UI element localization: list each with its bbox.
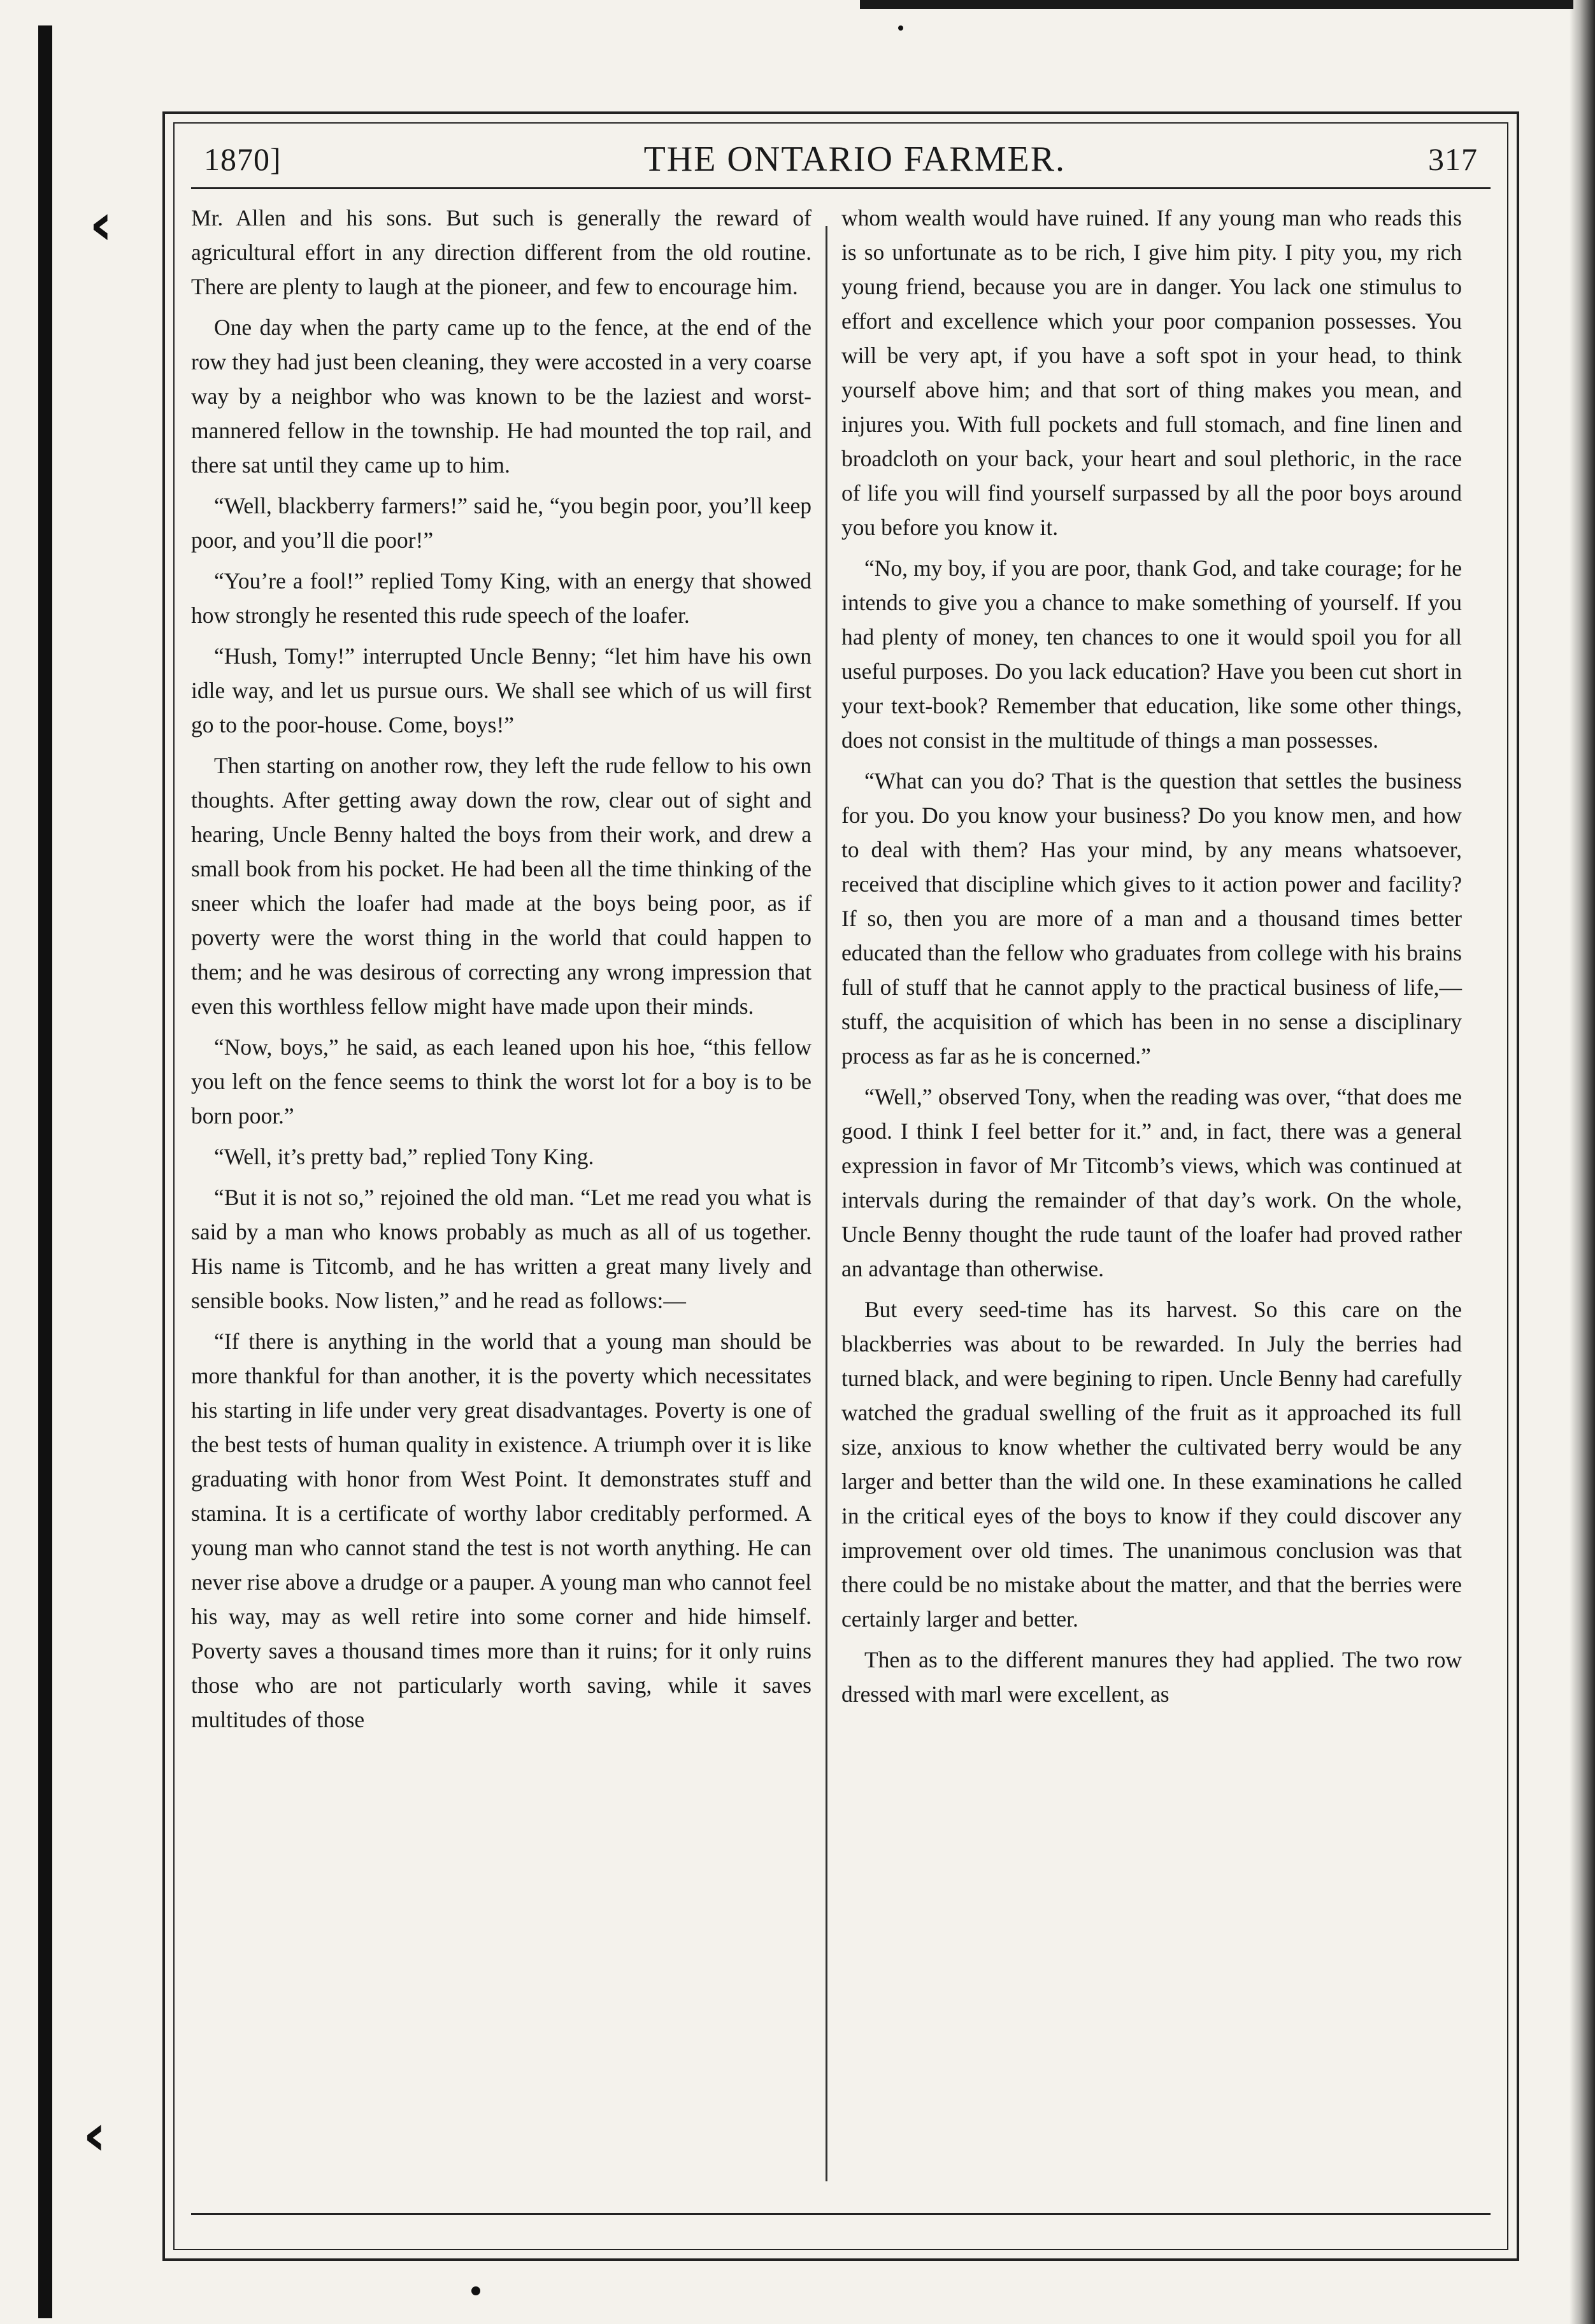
paragraph: Then as to the different manures they had applied. The two row dressed with marl were excellent, as xyxy=(841,1647,1462,1707)
paragraph: “Hush, Tomy!” interrupted Uncle Benny; “let him have his own idle way, and let us pursue ours. We shall see which of us will first go to the poor-house. Come, boys!” xyxy=(191,643,812,738)
header-year: 1870] xyxy=(204,141,282,177)
left-column xyxy=(191,201,826,2207)
paragraph: Then starting on another row, they left the rude fellow to his own thoughts. After getting away down the row, clear out of sight and hearing, Uncle Benny halted the boys from their work, and drew a small book from his pocket. He had been all the time thinking of the sneer which the loafer had made at the boys being poor, as if poverty were the worst thing in the world that could happen to them; and he was desirous of correcting any wrong impression that even this worthless fellow might have made upon their minds. xyxy=(191,753,812,1019)
paragraph: “You’re a fool!” replied Tomy King, with an energy that showed how strongly he resented this rude speech of the loafer. xyxy=(191,568,812,628)
scan-right-edge xyxy=(1570,0,1595,2324)
article-columns xyxy=(191,201,1491,2207)
paragraph: But every seed-time has its harvest. So this care on the blackberries was about to be rewarded. In July the berries had turned black, and were begining to ripen. Uncle Benny had carefully watched the gradual swelling of the fruit as it approached its full size, anxious to know whether the cultivated berry would be any larger and better than the wild one. In these examinations he called in the critical eyes of the boys to know if they could discover any improvement over old times. The unanimous conclusion was that there could be no mistake about the matter, and that the berries were certainly larger and better. xyxy=(841,1297,1462,1632)
page-header xyxy=(191,131,1491,189)
publication-title: THE ONTARIO FARMER. xyxy=(643,139,1066,179)
paragraph: whom wealth would have ruined. If any young man who reads this is so unfortunate as to be rich, I give him pity. I pity you, my rich young friend, because you are in danger. You lack one stimulus to effort and excellence which your poor companion possesses. You will be very apt, if you have a soft spot in your head, to think yourself above him; and that sort of thing makes you mean, and injures you. With full pockets and full stomach, and fine linen and broadcloth on your back, your heart and soul plethoric, in the race of life you will find yourself surpassed by all the poor boys around you before you know it. xyxy=(841,205,1462,540)
paragraph: Mr. Allen and his sons. But such is generally the reward of agricultural effort in any direction different from the old routine. There are plenty to laugh at the pioneer, and few to encourage him. xyxy=(191,205,812,299)
margin-mark-bottom: ‹ xyxy=(83,2102,107,2169)
paragraph: “Well,” observed Tony, when the reading was over, “that does me good. I think I feel better for it.” and, in fact, there was a general expression in favor of Mr Titcomb’s views, which was continued at intervals during the remainder of that day’s work. On the whole, Uncle Benny thought the rude taunt of the loafer had proved rather an advantage than otherwise. xyxy=(841,1084,1462,1281)
scan-left-edge xyxy=(38,25,52,2318)
scan-speck xyxy=(471,2286,480,2295)
paragraph: “Well, it’s pretty bad,” replied Tony King. xyxy=(214,1144,594,1169)
paragraph: “If there is anything in the world that a young man should be more thankful for than another, it is the poverty which necessitates his starting in life under very great disadvantages. Poverty is one of the best tests of human quality in existence. A triumph over it is like graduating with honor from West Point. It demonstrates stuff and stamina. It is a certificate of worthy labor creditably performed. A young man who cannot stand the test is not worth anything. He can never rise above a drudge or a pauper. A young man who cannot feel his way, may as well retire into some corner and hide himself. Poverty saves a thousand times more than it ruins; for it only ruins those who are not particularly worth saving, while it saves multitudes of those xyxy=(191,1329,812,1732)
paragraph: “Well, blackberry farmers!” said he, “you begin poor, you’ll keep poor, and you’ll die poor!” xyxy=(191,493,812,553)
paragraph: “But it is not so,” rejoined the old man. “Let me read you what is said by a man who knows probably as much as all of us together. His name is Titcomb, and he has written a great many lively and sensible books. Now listen,” and he read as follows:— xyxy=(191,1185,812,1313)
page-number: 317 xyxy=(1427,141,1478,177)
margin-mark-top: ‹ xyxy=(89,191,113,258)
paragraph: One day when the party came up to the fence, at the end of the row they had just been cleaning, they were accosted in a very coarse way by a neighbor who was known to be the laziest and worst-mannered fellow in the township. He had mounted the top rail, and there sat until they came up to him. xyxy=(191,315,812,478)
scan-speck xyxy=(898,25,903,31)
paragraph: “What can you do? That is the question that settles the business for you. Do you know your business? Do you know men, and how to deal with them? Has your mind, by any means whatsoever, received that discipline which gives to it action power and facility? If so, then you are more of a man and a thousand times better educated than the fellow who graduates from college with his brains full of stuff that he cannot apply to the practical business of life,—stuff, the acquisition of which has been in no sense a disciplinary process as far as he is concerned.” xyxy=(841,768,1462,1069)
page-bottom-rule xyxy=(191,2213,1491,2215)
right-column xyxy=(827,201,1462,2207)
newspaper-page xyxy=(191,131,1491,2232)
paragraph: “No, my boy, if you are poor, thank God, and take courage; for he intends to give you a chance to make something of yourself. If you had plenty of money, ten chances to one it would spoil you for all useful purposes. Do you lack education? Have you been cut short in your text-book? Remember that education, like some other things, does not consist in the multitude of things a man possesses. xyxy=(841,555,1462,753)
scan-top-edge xyxy=(860,0,1573,9)
paragraph: “Now, boys,” he said, as each leaned upon his hoe, “this fellow you left on the fence seems to think the worst lot for a boy is to be born poor.” xyxy=(191,1034,812,1129)
